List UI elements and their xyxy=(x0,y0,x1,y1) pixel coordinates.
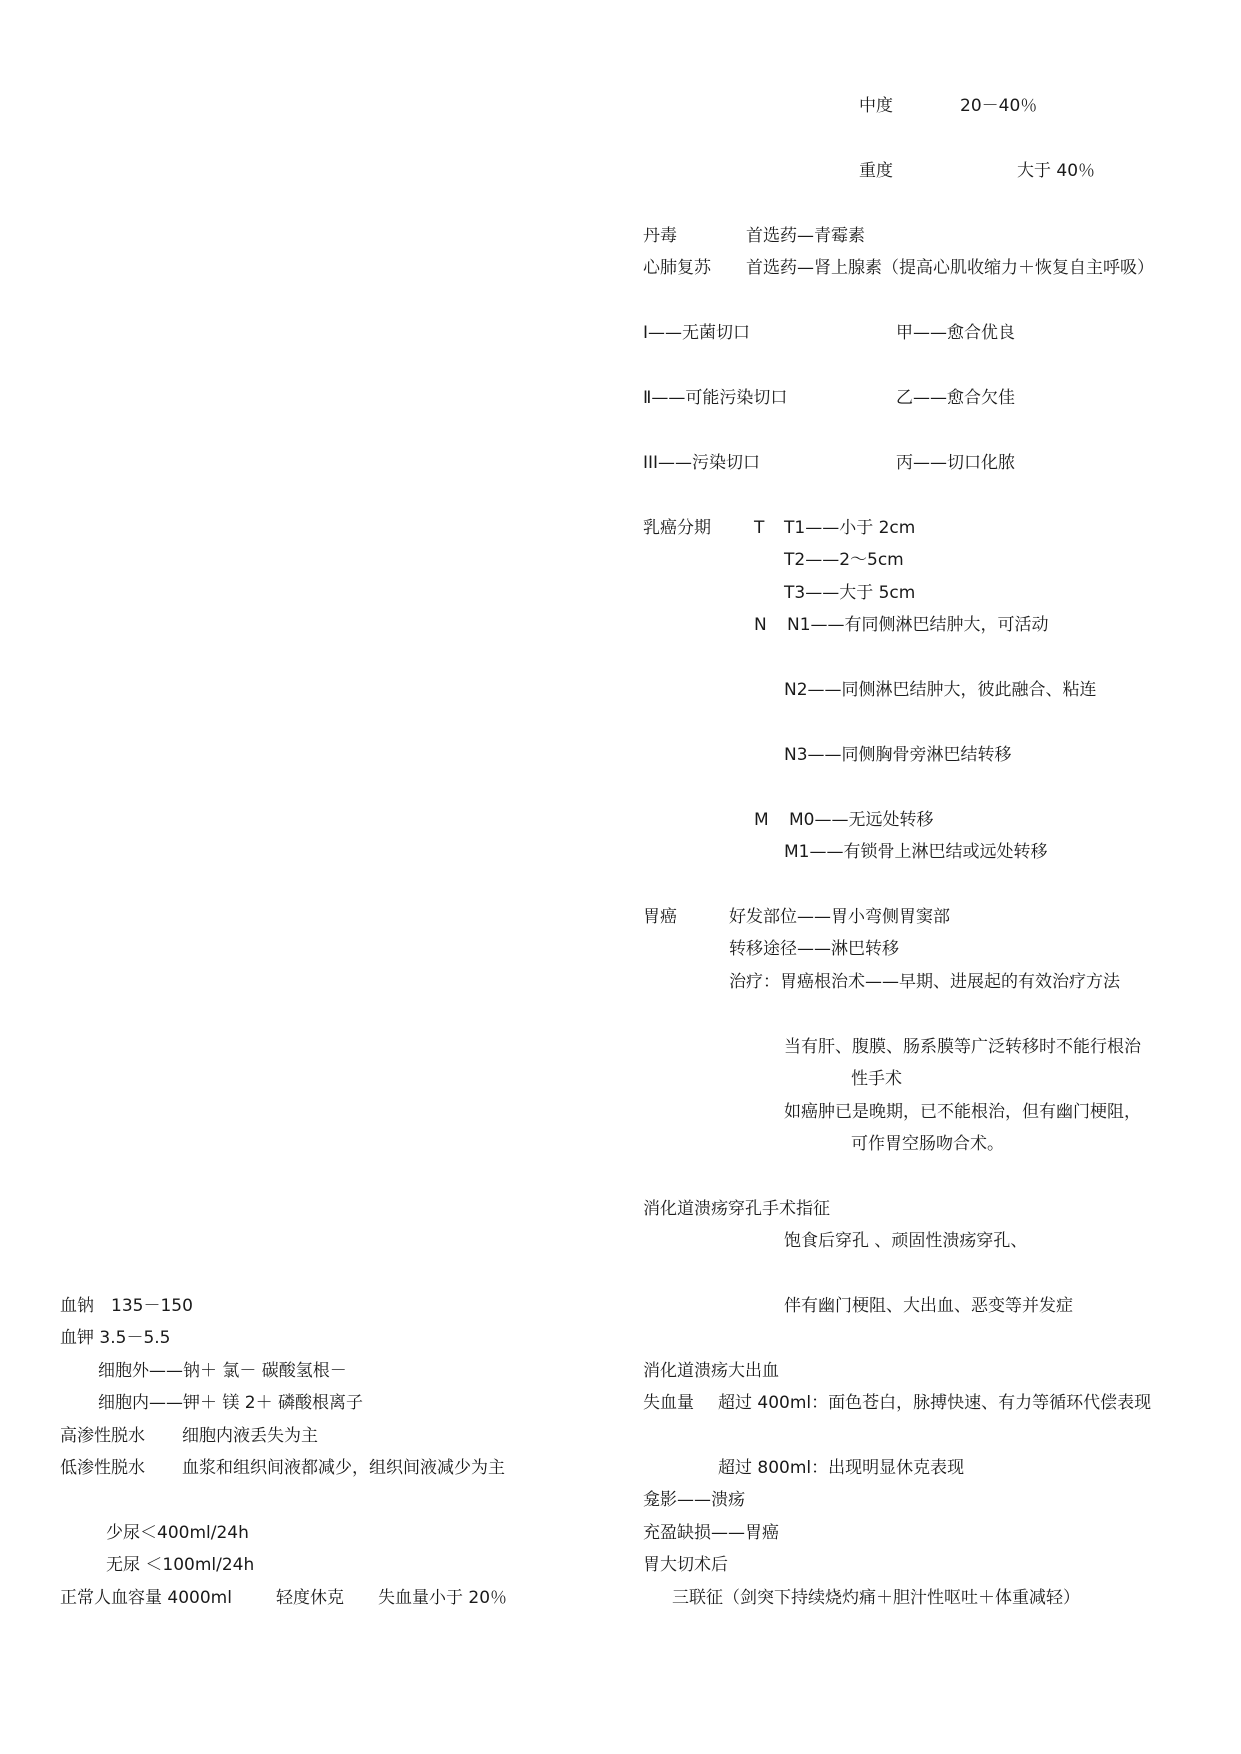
breast-t3: T3——大于 5cm xyxy=(784,583,916,603)
blood-loss-label: 失血量 xyxy=(643,1393,694,1413)
serum-sodium: 血钠 135－150 xyxy=(60,1296,193,1316)
cpr-drug: 首选药—肾上腺素（提高心肌收缩力＋恢复自主呼吸） xyxy=(746,258,1154,278)
shock-severe-label: 重度 xyxy=(859,161,893,181)
hypertonic-dehydration-label: 高渗性脱水 xyxy=(60,1426,145,1446)
normal-blood-volume: 正常人血容量 4000ml xyxy=(60,1588,232,1608)
shock-mild-value: 失血量小于 20％ xyxy=(378,1588,508,1608)
gastric-cancer-label: 胃癌 xyxy=(643,907,677,927)
breast-m1: M1——有锁骨上淋巴结或远处转移 xyxy=(784,842,1048,862)
healing-grade-b: 乙——愈合欠佳 xyxy=(896,388,1015,408)
post-gastrectomy-label: 胃大切术后 xyxy=(643,1555,728,1575)
gastric-route: 转移途径——淋巴转移 xyxy=(729,939,899,959)
breast-m0: M0——无远处转移 xyxy=(789,810,934,830)
cpr-label: 心肺复苏 xyxy=(643,258,711,278)
ulcer-perforation-title: 消化道溃疡穿孔手术指征 xyxy=(643,1199,830,1219)
ulcer-bleeding-title: 消化道溃疡大出血 xyxy=(643,1361,779,1381)
incision-class-2: Ⅱ——可能污染切口 xyxy=(643,388,788,408)
erysipelas-label: 丹毒 xyxy=(643,226,677,246)
breast-n1: N1——有同侧淋巴结肿大，可活动 xyxy=(787,615,1049,635)
healing-grade-a: 甲——愈合优良 xyxy=(896,323,1015,343)
incision-class-1: Ⅰ——无菌切口 xyxy=(643,323,751,343)
hypertonic-dehydration-desc: 细胞内液丢失为主 xyxy=(182,1426,318,1446)
shock-moderate-value: 20－40％ xyxy=(960,96,1038,116)
breast-n-label: N xyxy=(754,615,767,635)
breast-t-label: T xyxy=(754,518,765,538)
hypotonic-dehydration-label: 低渗性脱水 xyxy=(60,1458,145,1478)
healing-grade-c: 丙——切口化脓 xyxy=(896,453,1015,473)
gastric-palliative-2-cont: 可作胃空肠吻合术。 xyxy=(851,1134,1004,1154)
anuria: 无尿 ＜100ml/24h xyxy=(106,1555,255,1575)
ulcer-perforation-indication-1: 饱食后穿孔 、顽固性溃疡穿孔、 xyxy=(784,1231,1028,1251)
breast-n2: N2——同侧淋巴结肿大，彼此融合、粘连 xyxy=(784,680,1097,700)
triad-text: 三联征（剑突下持续烧灼痛＋胆汁性呕吐＋体重减轻） xyxy=(672,1588,1080,1608)
shock-moderate-label: 中度 xyxy=(859,96,893,116)
gastric-treatment: 治疗：胃癌根治术——早期、进展起的有效治疗方法 xyxy=(729,972,1120,992)
shock-severe-value: 大于 40％ xyxy=(1017,161,1096,181)
incision-class-3: III——污染切口 xyxy=(643,453,761,473)
shock-mild-label: 轻度休克 xyxy=(276,1588,344,1608)
gastric-palliative-1: 当有肝、腹膜、肠系膜等广泛转移时不能行根治 xyxy=(784,1037,1141,1057)
erysipelas-drug: 首选药—青霉素 xyxy=(746,226,865,246)
breast-n3: N3——同侧胸骨旁淋巴结转移 xyxy=(784,745,1012,765)
breast-cancer-label: 乳癌分期 xyxy=(643,518,711,538)
breast-m-label: M xyxy=(754,810,769,830)
blood-loss-800: 超过 800ml：出现明显休克表现 xyxy=(718,1458,965,1478)
niche-sign: 龛影——溃疡 xyxy=(643,1490,745,1510)
intracellular-ions: 细胞内——钾＋ 镁 2＋ 磷酸根离子 xyxy=(98,1393,364,1413)
breast-t1: T1——小于 2cm xyxy=(784,518,916,538)
gastric-palliative-2: 如癌肿已是晚期，已不能根治，但有幽门梗阻， xyxy=(784,1102,1141,1122)
hypotonic-dehydration-desc: 血浆和组织间液都减少，组织间液减少为主 xyxy=(182,1458,505,1478)
extracellular-ions: 细胞外——钠＋ 氯－ 碳酸氢根－ xyxy=(98,1361,347,1381)
filling-defect-sign: 充盈缺损——胃癌 xyxy=(643,1523,779,1543)
ulcer-perforation-indication-2: 伴有幽门梗阻、大出血、恶变等并发症 xyxy=(784,1296,1073,1316)
blood-loss-400: 超过 400ml：面色苍白，脉搏快速、有力等循环代偿表现 xyxy=(718,1393,1152,1413)
serum-potassium: 血钾 3.5－5.5 xyxy=(60,1328,171,1348)
gastric-palliative-1-cont: 性手术 xyxy=(851,1069,902,1089)
oliguria: 少尿＜400ml/24h xyxy=(106,1523,249,1543)
gastric-site: 好发部位——胃小弯侧胃窦部 xyxy=(729,907,950,927)
breast-t2: T2——2～5cm xyxy=(784,550,904,570)
